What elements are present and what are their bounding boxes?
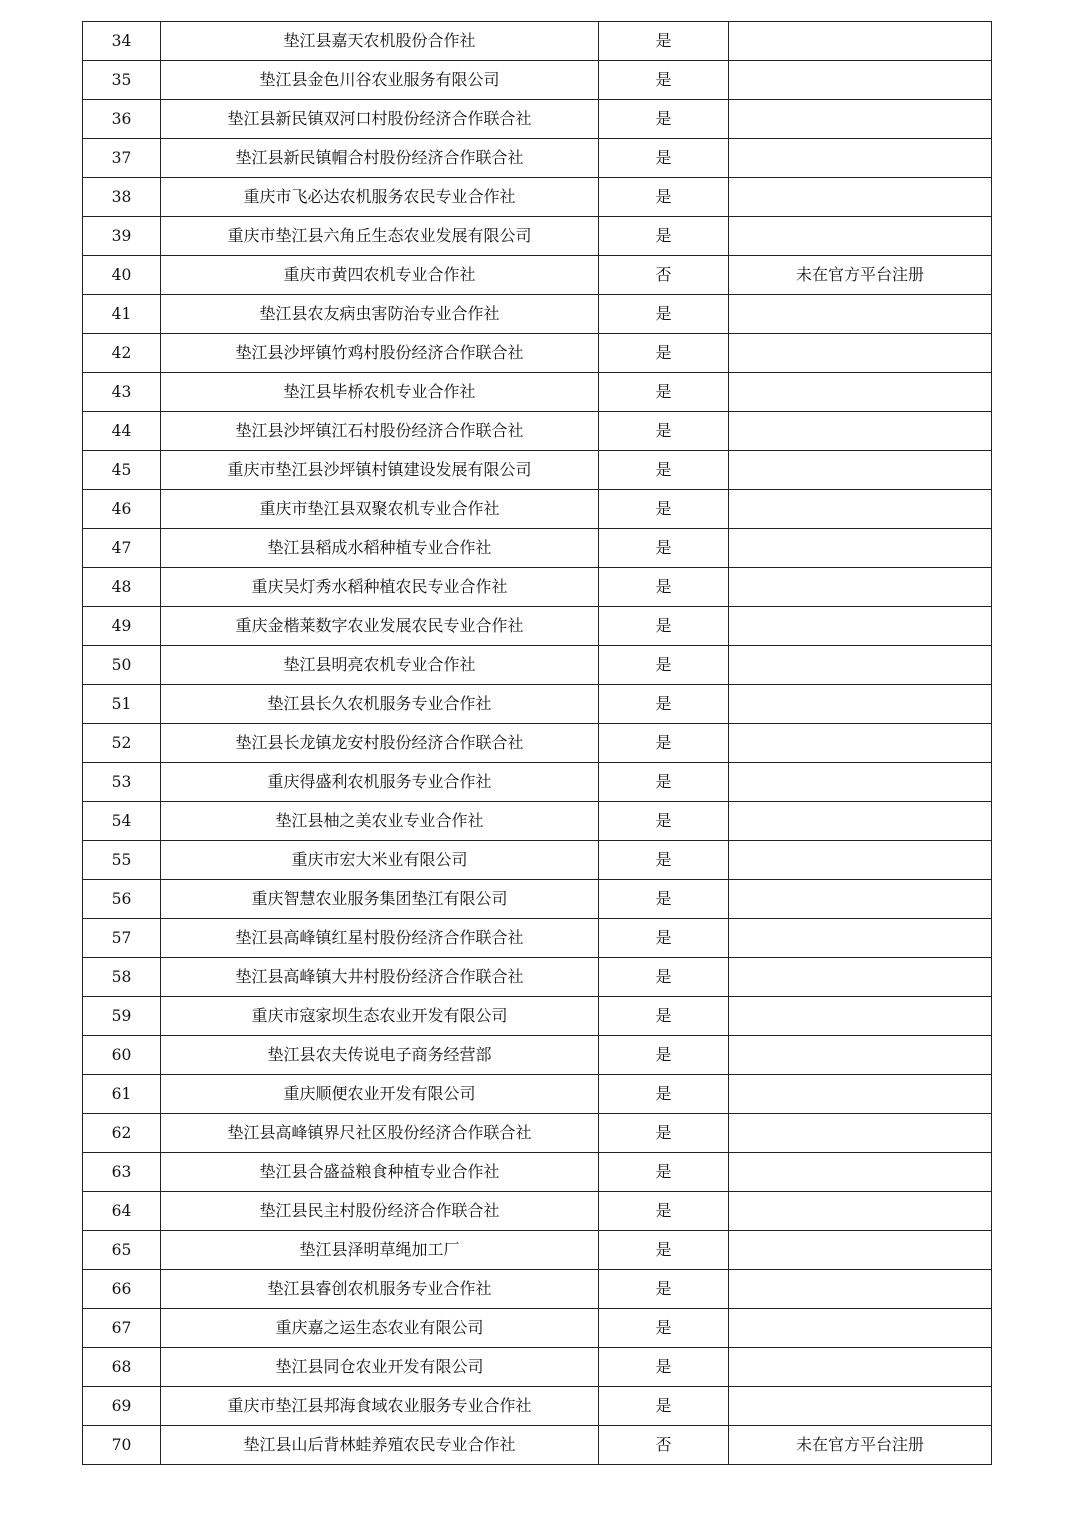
remark-cell [729, 217, 992, 256]
remark-cell [729, 1036, 992, 1075]
row-number-cell: 39 [83, 217, 161, 256]
row-number-cell: 67 [83, 1309, 161, 1348]
table-row [83, 139, 992, 178]
table-row [83, 334, 992, 373]
organization-name-cell: 垫江县沙坪镇江石村股份经济合作联合社 [161, 412, 599, 451]
remark-cell [729, 1231, 992, 1270]
table-row [83, 178, 992, 217]
organization-name-cell: 垫江县泽明草绳加工厂 [161, 1231, 599, 1270]
table-row [83, 22, 992, 61]
table-row [83, 295, 992, 334]
status-cell: 是 [599, 568, 729, 607]
row-number-cell: 34 [83, 22, 161, 61]
table-row [83, 61, 992, 100]
organization-name-cell: 垫江县新民镇帽合村股份经济合作联合社 [161, 139, 599, 178]
row-number-cell: 50 [83, 646, 161, 685]
status-cell: 是 [599, 1114, 729, 1153]
status-cell: 是 [599, 646, 729, 685]
remark-cell [729, 646, 992, 685]
row-number-cell: 57 [83, 919, 161, 958]
organization-name-cell: 重庆市寇家坝生态农业开发有限公司 [161, 997, 599, 1036]
remark-cell [729, 100, 992, 139]
organization-name-cell: 垫江县同仓农业开发有限公司 [161, 1348, 599, 1387]
table-row [83, 724, 992, 763]
status-cell: 是 [599, 22, 729, 61]
organization-name-cell: 垫江县稻成水稻种植专业合作社 [161, 529, 599, 568]
organization-name-cell: 垫江县毕桥农机专业合作社 [161, 373, 599, 412]
remark-cell [729, 841, 992, 880]
row-number-cell: 40 [83, 256, 161, 295]
row-number-cell: 36 [83, 100, 161, 139]
table-row [83, 1270, 992, 1309]
organization-name-cell: 重庆市垫江县沙坪镇村镇建设发展有限公司 [161, 451, 599, 490]
organization-name-cell: 垫江县高峰镇红星村股份经济合作联合社 [161, 919, 599, 958]
organization-name-cell: 垫江县柚之美农业专业合作社 [161, 802, 599, 841]
status-cell: 是 [599, 880, 729, 919]
organization-name-cell: 重庆市黄四农机专业合作社 [161, 256, 599, 295]
table-row [83, 880, 992, 919]
remark-cell [729, 958, 992, 997]
remark-cell [729, 373, 992, 412]
row-number-cell: 48 [83, 568, 161, 607]
remark-cell [729, 490, 992, 529]
remark-cell [729, 1348, 992, 1387]
row-number-cell: 55 [83, 841, 161, 880]
status-cell: 是 [599, 334, 729, 373]
row-number-cell: 35 [83, 61, 161, 100]
remark-cell [729, 295, 992, 334]
remark-cell [729, 139, 992, 178]
row-number-cell: 52 [83, 724, 161, 763]
table-row [83, 217, 992, 256]
organization-name-cell: 重庆市垫江县双聚农机专业合作社 [161, 490, 599, 529]
row-number-cell: 47 [83, 529, 161, 568]
table-row [83, 919, 992, 958]
status-cell: 是 [599, 841, 729, 880]
organization-name-cell: 垫江县沙坪镇竹鸡村股份经济合作联合社 [161, 334, 599, 373]
row-number-cell: 64 [83, 1192, 161, 1231]
remark-cell [729, 1309, 992, 1348]
table-row [83, 646, 992, 685]
table-row [83, 1075, 992, 1114]
row-number-cell: 65 [83, 1231, 161, 1270]
organization-name-cell: 垫江县长龙镇龙安村股份经济合作联合社 [161, 724, 599, 763]
remark-cell [729, 1075, 992, 1114]
status-cell: 是 [599, 178, 729, 217]
remark-cell [729, 763, 992, 802]
organization-name-cell: 垫江县明亮农机专业合作社 [161, 646, 599, 685]
table-row [83, 607, 992, 646]
row-number-cell: 51 [83, 685, 161, 724]
row-number-cell: 68 [83, 1348, 161, 1387]
remark-cell [729, 1270, 992, 1309]
table-row [83, 958, 992, 997]
table-row [83, 256, 992, 295]
organization-name-cell: 垫江县山后背林蛙养殖农民专业合作社 [161, 1426, 599, 1465]
table-row [83, 802, 992, 841]
remark-cell [729, 568, 992, 607]
status-cell: 是 [599, 1231, 729, 1270]
row-number-cell: 60 [83, 1036, 161, 1075]
remark-cell [729, 1153, 992, 1192]
status-cell: 是 [599, 1036, 729, 1075]
organization-name-cell: 垫江县金色川谷农业服务有限公司 [161, 61, 599, 100]
row-number-cell: 66 [83, 1270, 161, 1309]
organization-name-cell: 垫江县民主村股份经济合作联合社 [161, 1192, 599, 1231]
table-row [83, 1426, 992, 1465]
row-number-cell: 37 [83, 139, 161, 178]
status-cell: 是 [599, 1309, 729, 1348]
remark-cell [729, 880, 992, 919]
status-cell: 是 [599, 490, 729, 529]
row-number-cell: 62 [83, 1114, 161, 1153]
table-row [83, 529, 992, 568]
table-row [83, 1387, 992, 1426]
remark-cell [729, 61, 992, 100]
status-cell: 是 [599, 763, 729, 802]
organization-name-cell: 垫江县新民镇双河口村股份经济合作联合社 [161, 100, 599, 139]
organization-name-cell: 重庆市垫江县邦海食域农业服务专业合作社 [161, 1387, 599, 1426]
row-number-cell: 69 [83, 1387, 161, 1426]
row-number-cell: 53 [83, 763, 161, 802]
row-number-cell: 59 [83, 997, 161, 1036]
table-row [83, 451, 992, 490]
status-cell: 是 [599, 1270, 729, 1309]
registration-table [82, 21, 992, 1465]
organization-name-cell: 垫江县睿创农机服务专业合作社 [161, 1270, 599, 1309]
table-row [83, 1348, 992, 1387]
organization-name-cell: 重庆市飞必达农机服务农民专业合作社 [161, 178, 599, 217]
organization-name-cell: 垫江县农夫传说电子商务经营部 [161, 1036, 599, 1075]
table-row [83, 1153, 992, 1192]
table-row [83, 373, 992, 412]
status-cell: 是 [599, 685, 729, 724]
remark-cell: 未在官方平台注册 [729, 256, 992, 295]
organization-name-cell: 重庆嘉之运生态农业有限公司 [161, 1309, 599, 1348]
status-cell: 是 [599, 412, 729, 451]
row-number-cell: 56 [83, 880, 161, 919]
organization-name-cell: 垫江县长久农机服务专业合作社 [161, 685, 599, 724]
remark-cell [729, 412, 992, 451]
table-row [83, 1114, 992, 1153]
row-number-cell: 45 [83, 451, 161, 490]
organization-name-cell: 重庆市宏大米业有限公司 [161, 841, 599, 880]
status-cell: 是 [599, 295, 729, 334]
remark-cell [729, 685, 992, 724]
remark-cell [729, 997, 992, 1036]
row-number-cell: 58 [83, 958, 161, 997]
table-row [83, 1309, 992, 1348]
remark-cell [729, 451, 992, 490]
table-row [83, 412, 992, 451]
organization-name-cell: 垫江县农友病虫害防治专业合作社 [161, 295, 599, 334]
status-cell: 否 [599, 256, 729, 295]
table-row [83, 1231, 992, 1270]
remark-cell [729, 1114, 992, 1153]
row-number-cell: 44 [83, 412, 161, 451]
status-cell: 是 [599, 724, 729, 763]
remark-cell [729, 1192, 992, 1231]
remark-cell [729, 919, 992, 958]
remark-cell [729, 724, 992, 763]
status-cell: 是 [599, 100, 729, 139]
status-cell: 是 [599, 61, 729, 100]
table-row [83, 490, 992, 529]
row-number-cell: 49 [83, 607, 161, 646]
row-number-cell: 43 [83, 373, 161, 412]
organization-name-cell: 垫江县合盛益粮食种植专业合作社 [161, 1153, 599, 1192]
row-number-cell: 61 [83, 1075, 161, 1114]
remark-cell [729, 334, 992, 373]
row-number-cell: 46 [83, 490, 161, 529]
remark-cell [729, 607, 992, 646]
status-cell: 是 [599, 1075, 729, 1114]
table-row [83, 100, 992, 139]
status-cell: 是 [599, 607, 729, 646]
status-cell: 是 [599, 529, 729, 568]
status-cell: 是 [599, 997, 729, 1036]
status-cell: 是 [599, 139, 729, 178]
organization-name-cell: 重庆金楷莱数字农业发展农民专业合作社 [161, 607, 599, 646]
organization-name-cell: 重庆市垫江县六角丘生态农业发展有限公司 [161, 217, 599, 256]
organization-name-cell: 重庆得盛利农机服务专业合作社 [161, 763, 599, 802]
status-cell: 是 [599, 373, 729, 412]
remark-cell: 未在官方平台注册 [729, 1426, 992, 1465]
table-row [83, 685, 992, 724]
status-cell: 是 [599, 217, 729, 256]
remark-cell [729, 1387, 992, 1426]
status-cell: 否 [599, 1426, 729, 1465]
status-cell: 是 [599, 1192, 729, 1231]
row-number-cell: 70 [83, 1426, 161, 1465]
organization-name-cell: 重庆智慧农业服务集团垫江有限公司 [161, 880, 599, 919]
row-number-cell: 63 [83, 1153, 161, 1192]
remark-cell [729, 178, 992, 217]
table-row [83, 763, 992, 802]
organization-name-cell: 垫江县高峰镇界尺社区股份经济合作联合社 [161, 1114, 599, 1153]
table-row [83, 1192, 992, 1231]
status-cell: 是 [599, 1153, 729, 1192]
row-number-cell: 38 [83, 178, 161, 217]
remark-cell [729, 22, 992, 61]
organization-name-cell: 垫江县高峰镇大井村股份经济合作联合社 [161, 958, 599, 997]
status-cell: 是 [599, 451, 729, 490]
table-row [83, 997, 992, 1036]
table-body [83, 22, 992, 1465]
organization-name-cell: 重庆顺便农业开发有限公司 [161, 1075, 599, 1114]
organization-name-cell: 垫江县嘉天农机股份合作社 [161, 22, 599, 61]
status-cell: 是 [599, 919, 729, 958]
remark-cell [729, 802, 992, 841]
status-cell: 是 [599, 802, 729, 841]
table-row [83, 568, 992, 607]
status-cell: 是 [599, 1348, 729, 1387]
table-row [83, 1036, 992, 1075]
row-number-cell: 54 [83, 802, 161, 841]
remark-cell [729, 529, 992, 568]
status-cell: 是 [599, 1387, 729, 1426]
status-cell: 是 [599, 958, 729, 997]
row-number-cell: 41 [83, 295, 161, 334]
row-number-cell: 42 [83, 334, 161, 373]
organization-name-cell: 重庆吴灯秀水稻种植农民专业合作社 [161, 568, 599, 607]
table-row [83, 841, 992, 880]
